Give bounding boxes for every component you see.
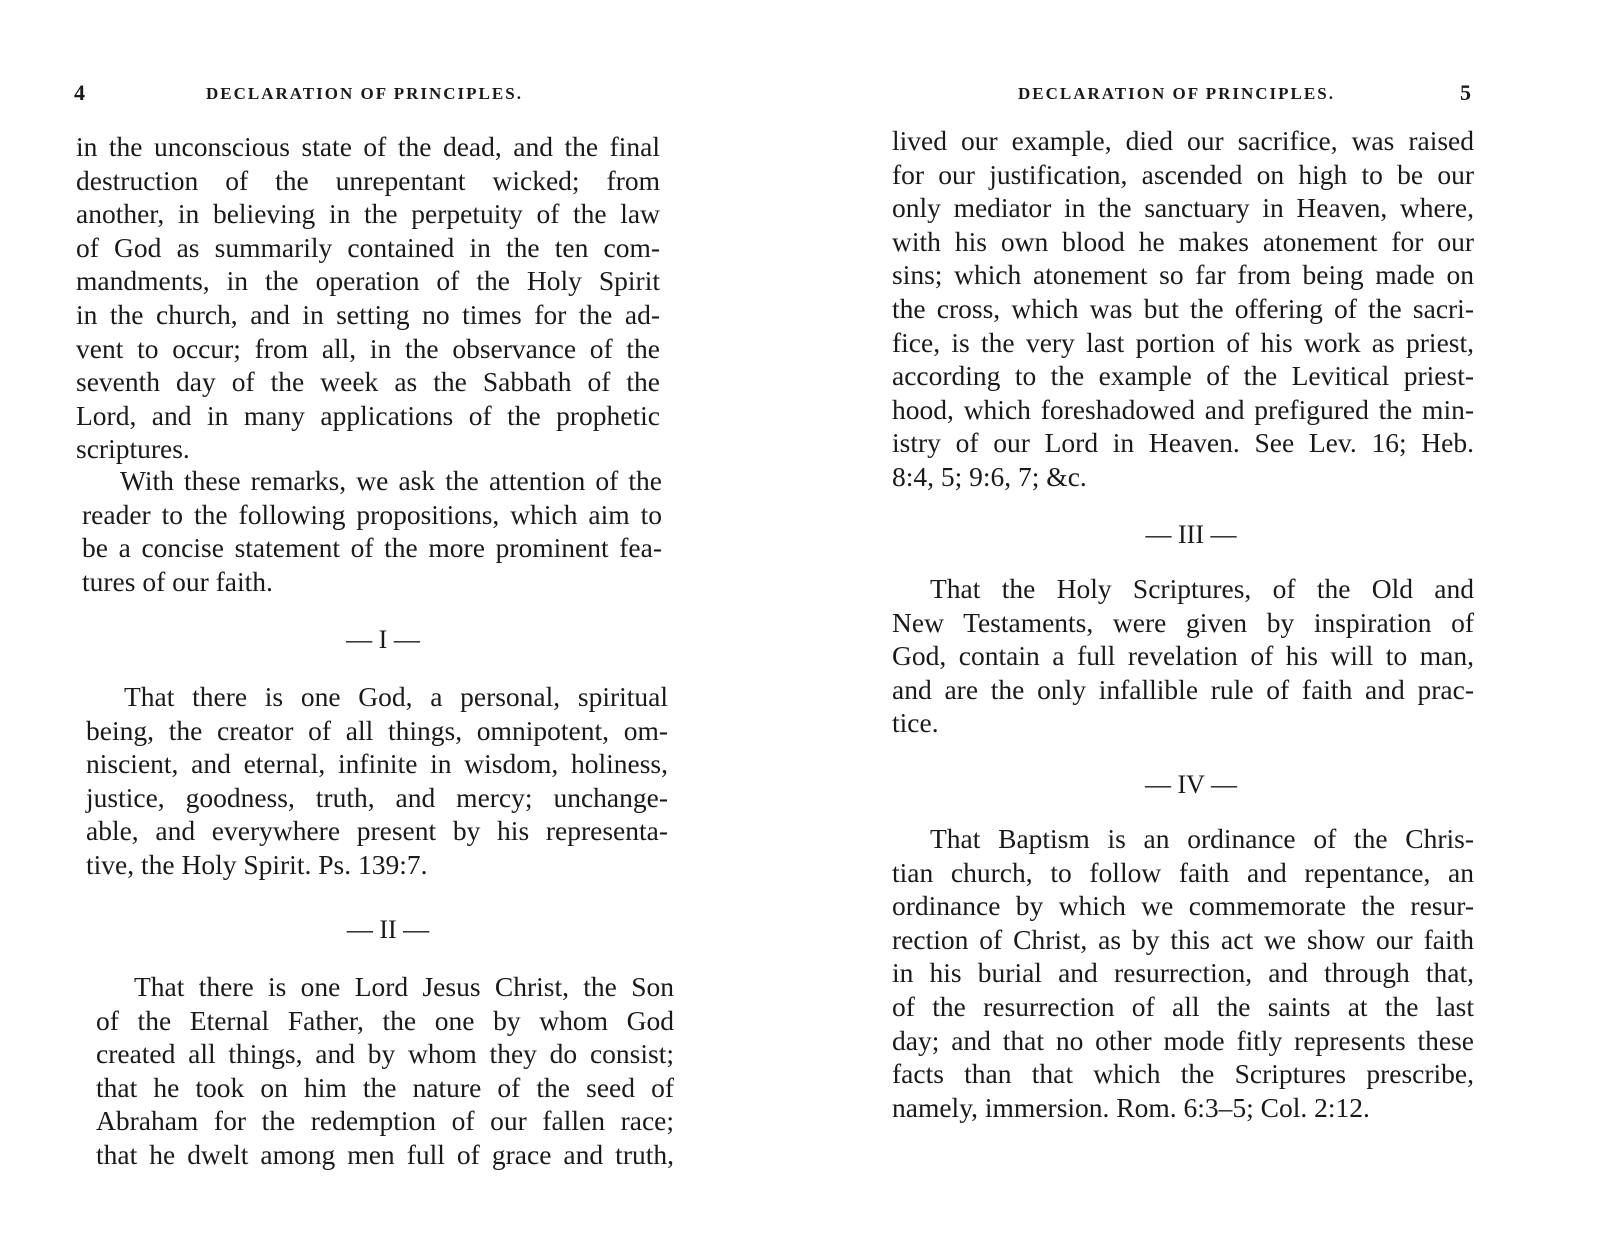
section-2-paragraph [96, 970, 674, 1172]
intro-paragraph [76, 130, 660, 466]
section-3-paragraph [892, 572, 1474, 740]
text-line: tive, the Holy Spirit. Ps. 139:7. [86, 848, 428, 880]
page-number: 5 [1460, 80, 1471, 105]
text-line: in the church, and in setting no times for the ad- [76, 298, 660, 330]
text-line: hood, which foreshadowed and prefigured the min- [892, 393, 1474, 425]
running-head: DECLARATION OF PRINCIPLES. [1018, 84, 1335, 103]
right-page [800, 0, 1600, 1257]
section-1-paragraph [86, 680, 668, 882]
text-line: Abraham for the redemption of our fallen race; [96, 1105, 674, 1137]
text-line: That there is one God, a personal, spiritual [124, 681, 668, 712]
text-line: and are the only infallible rule of faith and prac- [892, 673, 1474, 705]
text-line: God, contain a full revelation of his will to man, [892, 640, 1474, 672]
text-line: another, in believing in the perpetuity of the law [76, 198, 660, 230]
text-line: niscient, and eternal, infinite in wisdom, holiness, [86, 748, 668, 780]
text-line: tian church, to follow faith and repentance, an [892, 856, 1474, 888]
text-line: according to the example of the Levitical priest- [892, 360, 1474, 392]
text-line: fice, is the very last portion of his work as priest, [892, 326, 1474, 358]
text-line: that he took on him the nature of the seed of [96, 1071, 674, 1103]
text-line: destruction of the unrepentant wicked; from [76, 164, 660, 196]
text-line: 8:4, 5; 9:6, 7; &c. [892, 460, 1087, 492]
text-line: That Baptism is an ordinance of the Chris- [930, 823, 1474, 854]
text-line: justice, goodness, truth, and mercy; unchange- [86, 781, 668, 813]
text-line: vent to occur; from all, in the observance of the [76, 332, 660, 364]
text-line: being, the creator of all things, omnipotent, om- [86, 714, 668, 746]
text-line: seventh day of the week as the Sabbath of the [76, 366, 660, 398]
text-line: mandments, in the operation of the Holy Spirit [76, 265, 660, 297]
text-line: Lord, and in many applications of the prophetic [76, 399, 660, 431]
text-line: with his own blood he makes atonement for our [892, 225, 1474, 257]
text-line: ordinance by which we commemorate the resur- [892, 890, 1474, 922]
page-number: 4 [74, 80, 85, 105]
text-line: of the resurrection of all the saints at the last [892, 990, 1474, 1022]
running-head: DECLARATION OF PRINCIPLES. [206, 84, 523, 103]
text-line: New Testaments, were given by inspiration of [892, 606, 1474, 638]
section-4-paragraph [892, 822, 1474, 1124]
text-line: only mediator in the sanctuary in Heaven, where, [892, 192, 1474, 224]
text-line: rection of Christ, as by this act we show our faith [892, 923, 1474, 955]
text-line: scriptures. [76, 433, 190, 465]
text-line: lived our example, died our sacrifice, was raised [892, 125, 1474, 156]
text-line: istry of our Lord in Heaven. See Lev. 16; Heb. [892, 427, 1474, 459]
text-line: tice. [892, 707, 939, 739]
section-heading-3: — III — [1145, 520, 1237, 549]
text-line: tures of our faith. [82, 565, 273, 597]
text-line: facts than that which the Scriptures prescribe, [892, 1058, 1474, 1090]
remarks-paragraph [82, 464, 662, 598]
text-line: namely, immersion. Rom. 6:3–5; Col. 2:12. [892, 1091, 1370, 1123]
section-heading-2: — II — [346, 915, 430, 944]
text-line: the cross, which was but the offering of the sacri- [892, 292, 1474, 324]
text-line: be a concise statement of the more prominent fea- [82, 532, 662, 564]
section-heading-4: — IV — [1145, 770, 1237, 799]
text-line: That there is one Lord Jesus Christ, the Son [134, 971, 674, 1002]
text-line: for our justification, ascended on high to be our [892, 158, 1474, 190]
text-line: day; and that no other mode fitly represents these [892, 1024, 1474, 1056]
text-line: created all things, and by whom they do consist; [96, 1038, 674, 1070]
text-line: With these remarks, we ask the attention of the [120, 465, 662, 496]
continuation-paragraph [892, 124, 1474, 494]
text-line: that he dwelt among men full of grace and truth, [96, 1138, 674, 1170]
text-line: That the Holy Scriptures, of the Old and [930, 573, 1474, 604]
text-line: in the unconscious state of the dead, and the final [76, 131, 660, 162]
section-heading-1: — I — [346, 625, 420, 654]
text-line: in his burial and resurrection, and through that, [892, 957, 1474, 989]
text-line: sins; which atonement so far from being made on [892, 259, 1474, 291]
text-line: of the Eternal Father, the one by whom God [96, 1004, 674, 1036]
text-line: reader to the following propositions, which aim to [82, 498, 662, 530]
text-line: able, and everywhere present by his representa- [86, 815, 668, 847]
text-line: of God as summarily contained in the ten com- [76, 231, 660, 263]
